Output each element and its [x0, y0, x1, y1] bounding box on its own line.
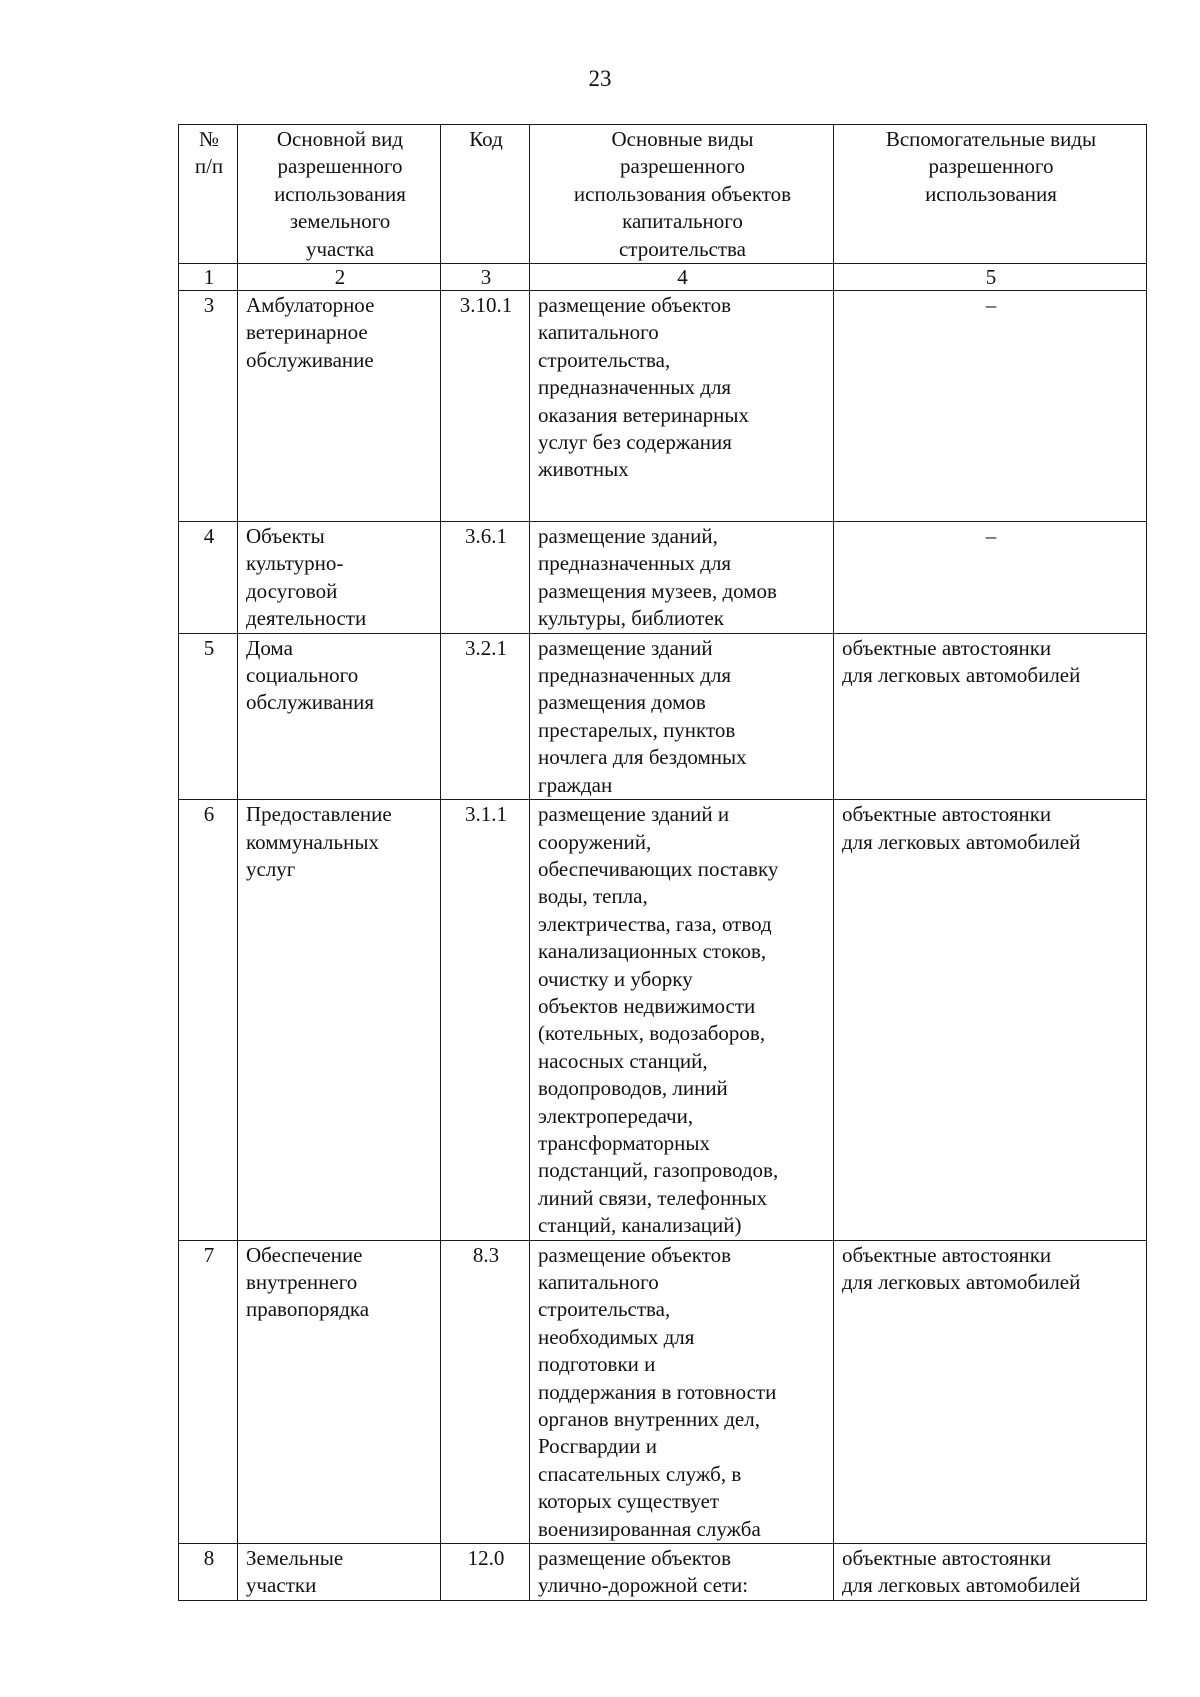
row-number: 8: [179, 1544, 238, 1601]
code-cell: 12.0: [441, 1544, 530, 1601]
table-row: [179, 800, 1147, 1241]
main-uses-cell: размещение объектов улично-дорожной сети:: [530, 1544, 834, 1601]
main-uses-cell: размещение объектов капитального строительства, предназначенных для оказания ветеринарных услуг без содержания животных: [530, 291, 834, 522]
column-number: 2: [238, 264, 441, 291]
code-cell: 3.6.1: [441, 522, 530, 634]
main-type-cell: Дома социального обслуживания: [238, 633, 441, 799]
header-aux-uses: Вспомогательные виды разрешенного использования: [834, 125, 1147, 264]
code-cell: 8.3: [441, 1240, 530, 1543]
row-number: 5: [179, 633, 238, 799]
table-row: [179, 1544, 1147, 1601]
main-uses-cell: размещение зданий предназначенных для размещения домов престарелых, пунктов ночлега для бездомных граждан: [530, 633, 834, 799]
main-uses-cell: размещение объектов капитального строительства, необходимых для подготовки и поддержания в готовности органов внутренних дел, Росгвардии и спасательных служб, в которых существует военизированная служба: [530, 1240, 834, 1543]
aux-uses-cell: объектные автостоянки для легковых автомобилей: [834, 633, 1147, 799]
table-header-row: [179, 125, 1147, 264]
aux-uses-cell: объектные автостоянки для легковых автомобилей: [834, 800, 1147, 1241]
main-type-cell: Предоставление коммунальных услуг: [238, 800, 441, 1241]
aux-uses-cell: объектные автостоянки для легковых автомобилей: [834, 1544, 1147, 1601]
code-cell: 3.2.1: [441, 633, 530, 799]
table-row: [179, 633, 1147, 799]
column-number: 4: [530, 264, 834, 291]
row-number: 3: [179, 291, 238, 522]
main-uses-cell: размещение зданий, предназначенных для размещения музеев, домов культуры, библиотек: [530, 522, 834, 634]
table-row: [179, 291, 1147, 522]
main-type-cell: Обеспечение внутреннего правопорядка: [238, 1240, 441, 1543]
row-number: 6: [179, 800, 238, 1241]
table-row: [179, 1240, 1147, 1543]
header-number: № п/п: [179, 125, 238, 264]
main-type-cell: Амбулаторное ветеринарное обслуживание: [238, 291, 441, 522]
table-row: [179, 522, 1147, 634]
column-number-row: [179, 264, 1147, 291]
page-number: 23: [588, 66, 612, 91]
column-number: 5: [834, 264, 1147, 291]
main-uses-cell: размещение зданий и сооружений, обеспечивающих поставку воды, тепла, электричества, газа, отвод канализационных стоков, очистку и уборку объектов недвижимости (котельных, водозаборов, насосных станций, водопроводов, линий электропередачи, трансформаторных подстанций, газопроводов, линий связи, телефонных станций, канализаций): [530, 800, 834, 1241]
main-type-cell: Объекты культурно- досуговой деятельности: [238, 522, 441, 634]
main-type-cell: Земельные участки: [238, 1544, 441, 1601]
header-main-uses: Основные виды разрешенного использования объектов капитального строительства: [530, 125, 834, 264]
row-number: 4: [179, 522, 238, 634]
land-use-table: [178, 124, 1147, 1601]
code-cell: 3.1.1: [441, 800, 530, 1241]
header-code: Код: [441, 125, 530, 264]
aux-uses-cell: –: [834, 291, 1147, 522]
aux-uses-cell: объектные автостоянки для легковых автомобилей: [834, 1240, 1147, 1543]
column-number: 3: [441, 264, 530, 291]
column-number: 1: [179, 264, 238, 291]
row-number: 7: [179, 1240, 238, 1543]
aux-uses-cell: –: [834, 522, 1147, 634]
code-cell: 3.10.1: [441, 291, 530, 522]
header-main-type: Основной вид разрешенного использования земельного участка: [238, 125, 441, 264]
